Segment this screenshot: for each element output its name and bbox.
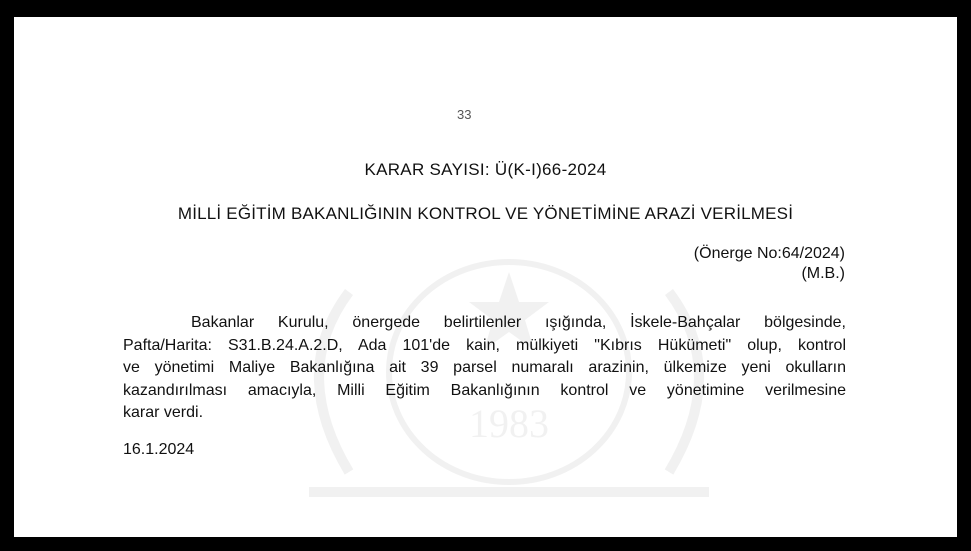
decision-subject: MİLLİ EĞİTİM BAKANLIĞININ KONTROL VE YÖNETİMİNE ARAZİ VERİLMESİ	[177, 204, 794, 223]
page-number: 33	[457, 107, 472, 122]
decision-body	[123, 312, 846, 425]
document-page	[14, 17, 957, 537]
proposal-number: (Önerge No:64/2024)	[693, 245, 845, 262]
body-line: ve yönetimi Maliye Bakanlığına ait 39 parsel numaralı arazinin, ülkemize yeni okulların	[123, 359, 846, 376]
ministry-code: (M.B.)	[801, 265, 845, 282]
body-line: Bakanlar Kurulu, önergede belirtilenler ışığında, İskele-Bahçalar bölgesinde,	[191, 314, 846, 331]
decision-date: 16.1.2024	[123, 441, 195, 458]
decision-number: KARAR SAYISI: Ü(K-I)66-2024	[364, 160, 607, 179]
body-line: karar verdi.	[123, 404, 204, 421]
body-line: kazandırılması amacıyla, Milli Eğitim Bakanlığının kontrol ve yönetimine verilmesine	[123, 381, 846, 399]
watermark-year: 1983	[469, 401, 549, 446]
body-line: Pafta/Harita: S31.B.24.A.2.D, Ada 101'de kain, mülkiyeti "Kıbrıs Hükümeti" olup, kontrol	[123, 336, 846, 354]
